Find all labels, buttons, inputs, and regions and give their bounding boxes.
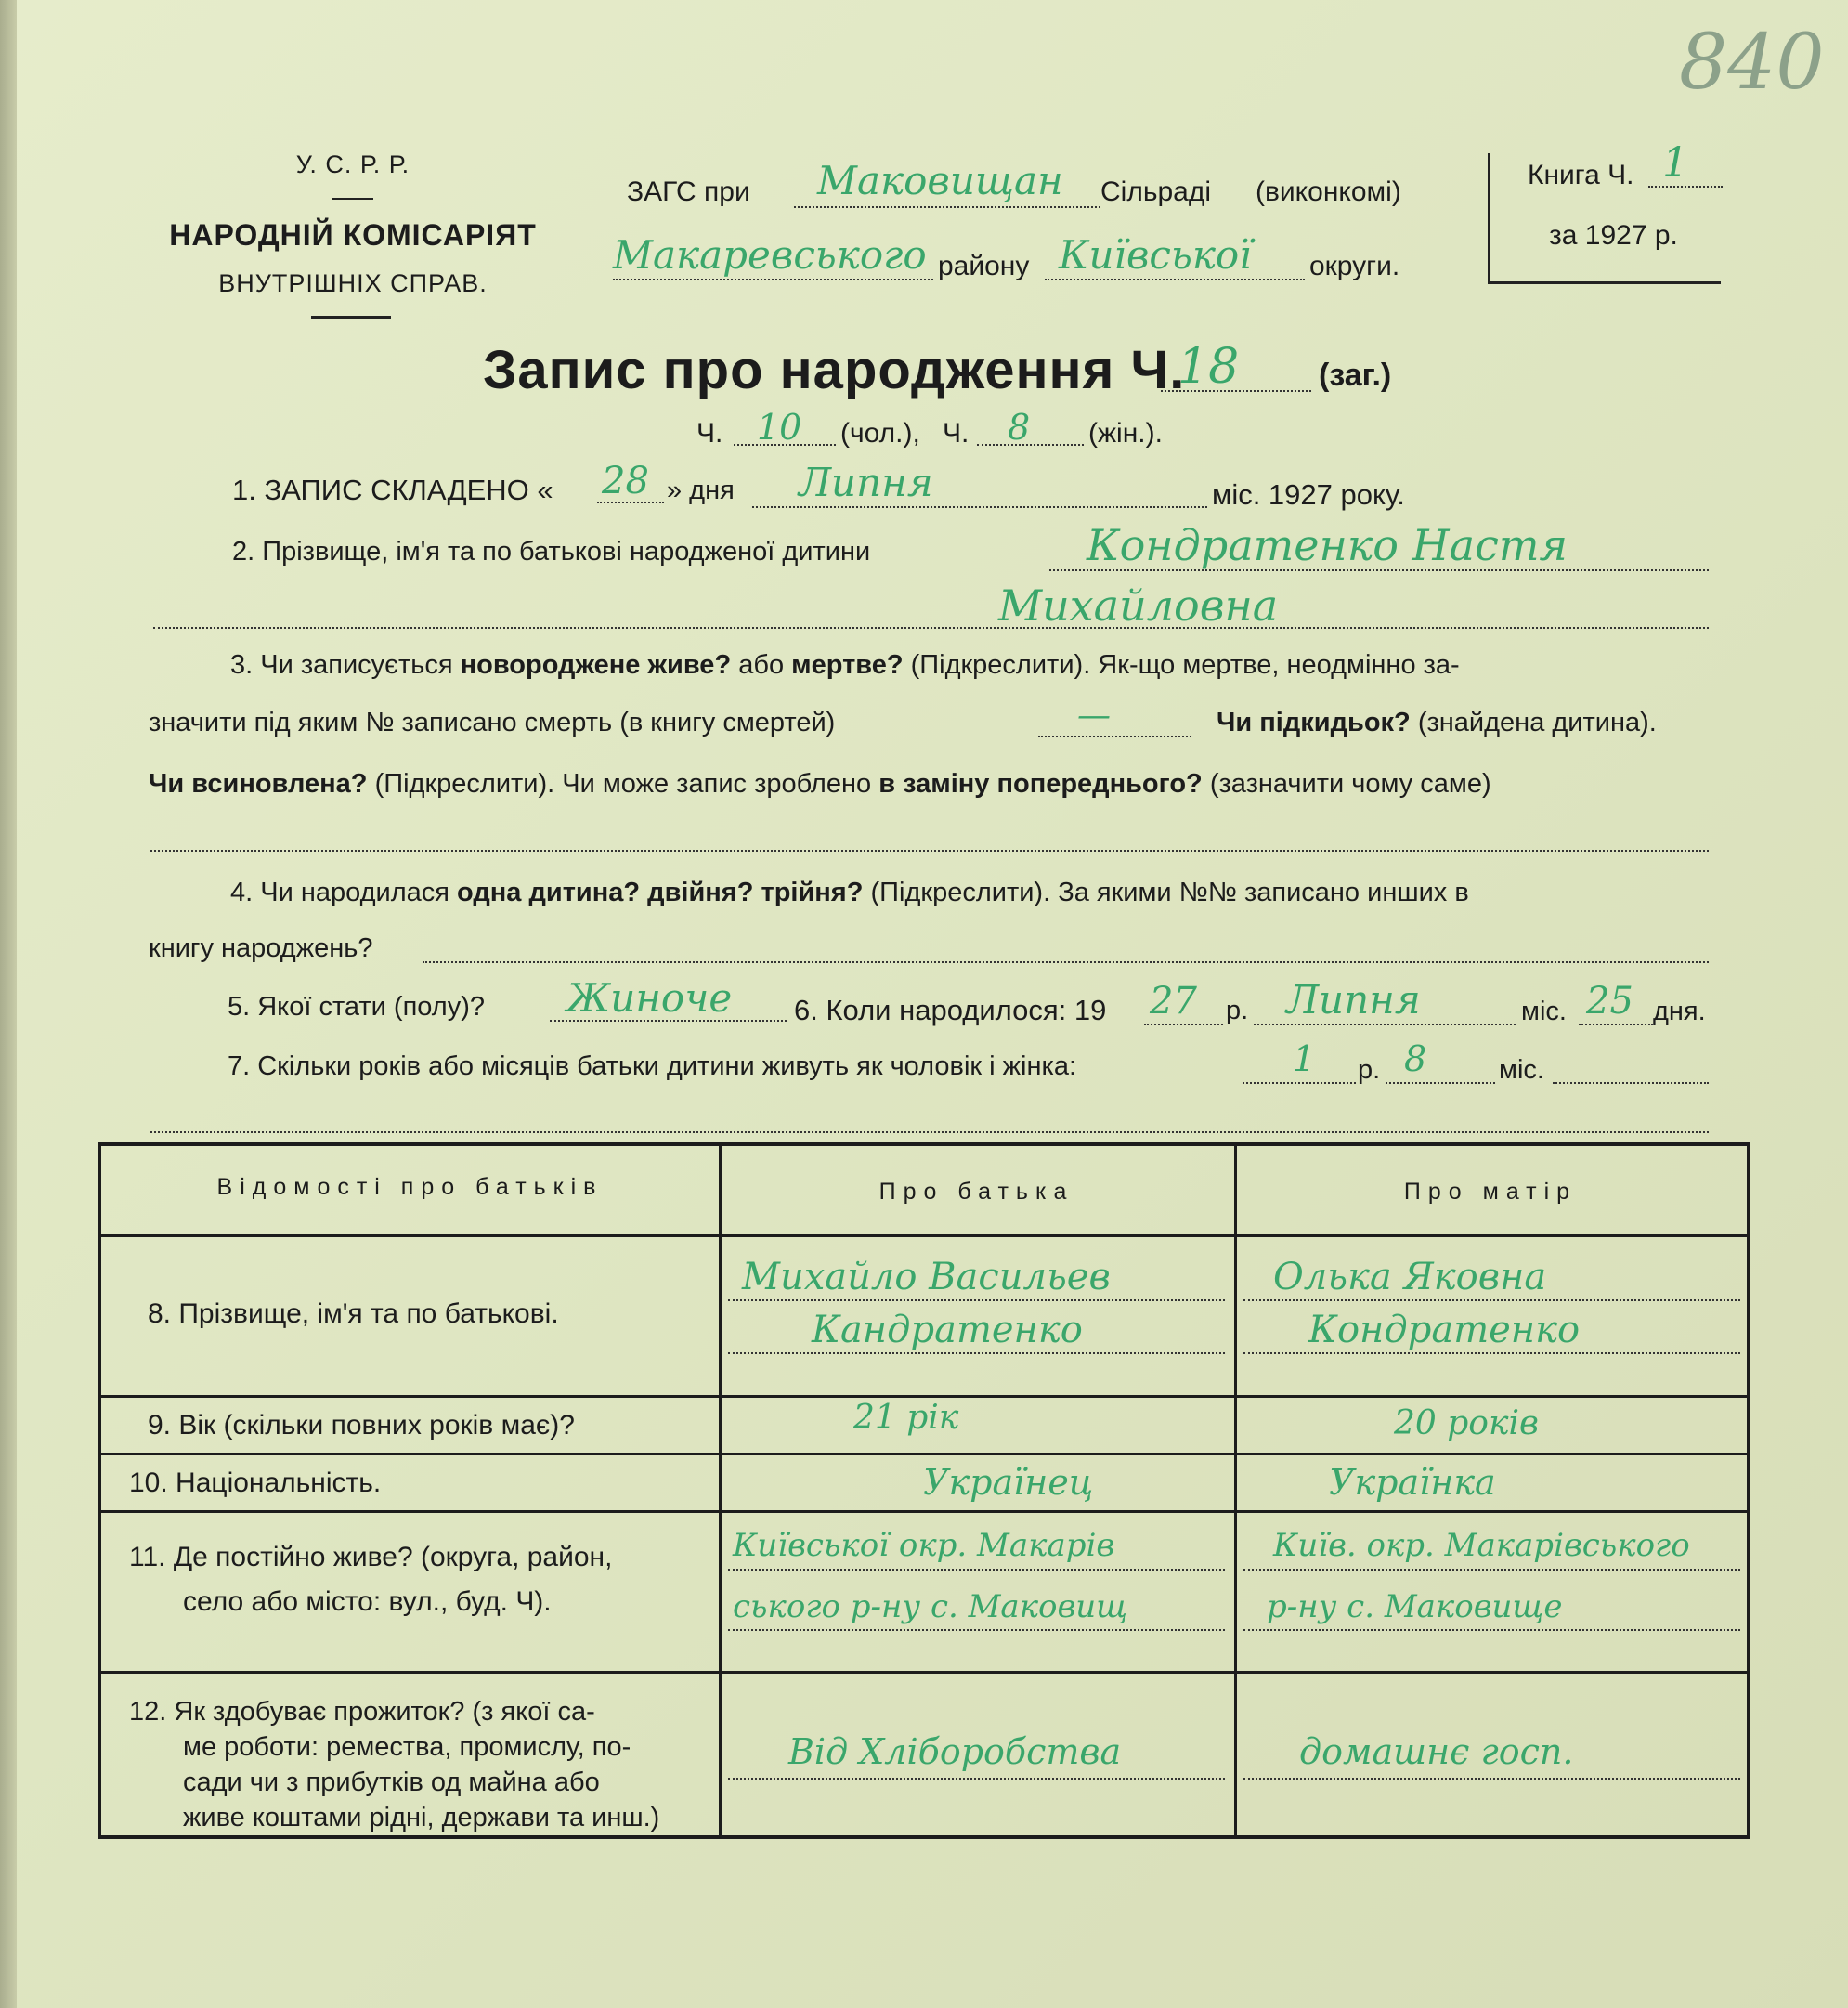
cell-line xyxy=(728,1352,1225,1354)
record-title: Запис про народження Ч. xyxy=(483,340,1186,400)
child-patronymic: Михайловна xyxy=(998,580,1279,631)
table-rule xyxy=(101,1234,1747,1237)
q3-death-line xyxy=(1038,736,1191,737)
cell-line xyxy=(1243,1299,1740,1301)
mother-nationality: Українка xyxy=(1329,1462,1496,1503)
mother-age: 20 років xyxy=(1394,1404,1539,1442)
mother-income: домашнє госп. xyxy=(1299,1731,1574,1772)
table-header-father: Про батька xyxy=(878,1179,1074,1205)
cell-line xyxy=(728,1778,1225,1780)
q1-month: Липня xyxy=(799,460,933,505)
row-label-residence-1: 11. Де постійно живе? (округа, район, xyxy=(129,1542,613,1572)
book-number: 1 xyxy=(1662,139,1688,187)
father-age: 21 рік xyxy=(853,1399,959,1437)
chol-label: (чол.), xyxy=(840,418,920,449)
q7-label: 7. Скільки років або місяців батьки дитини живуть як чоловік і жінка: xyxy=(228,1051,1077,1081)
table-rule xyxy=(101,1510,1747,1513)
female-count: 8 xyxy=(1008,407,1031,448)
q6-mis: міс. xyxy=(1521,997,1567,1026)
sex-value: Жиноче xyxy=(566,975,733,1021)
row-label-income-4: живе коштами рідні, держави та инш.) xyxy=(183,1803,660,1832)
female-count-line xyxy=(977,444,1084,446)
rayon-label: району xyxy=(938,251,1030,281)
archive-number: 840 xyxy=(1679,19,1825,107)
divider xyxy=(332,198,373,200)
ussr-header: У. С. Р. Р. xyxy=(295,150,410,178)
birth-month: Липня xyxy=(1286,977,1421,1023)
birth-day: 25 xyxy=(1586,980,1633,1023)
row-label-income-2: ме роботи: ремества, промислу, по- xyxy=(183,1732,631,1762)
q7-tail-line xyxy=(1553,1082,1709,1084)
divider xyxy=(311,316,391,319)
okruhy-label: округи. xyxy=(1309,251,1400,281)
q4-line xyxy=(423,961,1709,963)
q6-day-line xyxy=(1579,1024,1653,1025)
male-count-label: Ч. xyxy=(696,418,723,449)
table-rule xyxy=(101,1453,1747,1455)
father-residence-1: Київської окр. Макарів xyxy=(733,1527,1115,1564)
row-label-age: 9. Вік (скільки повних років має)? xyxy=(148,1410,575,1441)
cell-line xyxy=(728,1569,1225,1571)
okruha-line xyxy=(1045,279,1305,280)
q7-mis: міс. xyxy=(1499,1055,1544,1085)
child-name: Кондратенко Настя xyxy=(1087,520,1568,570)
q2-label: 2. Прізвище, ім'я та по батькові народженої дитини xyxy=(232,537,871,567)
village-line xyxy=(794,206,1100,208)
mother-residence-1: Київ. окр. Макарівського xyxy=(1273,1527,1690,1564)
book-binding-edge xyxy=(0,0,17,2008)
table-rule xyxy=(101,1395,1747,1398)
commissariat-title: НАРОДНІЙ КОМІСАРІЯТ xyxy=(169,218,537,252)
district-value: Макаревського xyxy=(613,232,927,278)
row-label-income-3: сади чи з прибутків од майна або xyxy=(183,1767,600,1797)
parents-table xyxy=(98,1142,1750,1839)
q2-patronymic-line xyxy=(153,627,1709,629)
table-divider xyxy=(719,1146,722,1835)
table-header-mother: Про матір xyxy=(1403,1179,1578,1205)
q1-month-line xyxy=(752,506,1207,508)
female-count-label: Ч. xyxy=(943,418,970,449)
q6-r: р. xyxy=(1226,996,1249,1025)
q3-line1: 3. Чи записується новороджене живе? або мертве? (Підкреслити). Як-що мертве, неодмінно за- xyxy=(230,650,1460,680)
cell-line xyxy=(728,1629,1225,1631)
okruha-value: Київської xyxy=(1059,232,1252,278)
q7-years: 1 xyxy=(1293,1038,1316,1079)
q3-reason-line xyxy=(150,850,1709,852)
table-rule xyxy=(101,1671,1747,1674)
q3-line2: значити під яким № записано смерть (в книгу смертей) xyxy=(149,708,836,737)
q1-year: міс. 1927 року. xyxy=(1212,478,1405,511)
row-label-nationality: 10. Національність. xyxy=(129,1467,382,1498)
q1-day: 28 xyxy=(602,460,649,502)
male-count: 10 xyxy=(757,407,802,448)
record-number: 18 xyxy=(1178,339,1240,395)
selrada-label: Сільраді xyxy=(1100,176,1212,207)
birth-year: 27 xyxy=(1150,980,1197,1023)
village-value: Маковищан xyxy=(817,158,1063,203)
q4-line1: 4. Чи народилася одна дитина? двійня? трійня? (Підкреслити). За якими №№ записано инших в xyxy=(230,878,1469,907)
vykonkom-label: (виконкомі) xyxy=(1256,176,1401,207)
table-divider xyxy=(1234,1146,1237,1835)
table-header-parents: Відомості про батьків xyxy=(216,1174,604,1200)
q6-month-line xyxy=(1254,1024,1516,1025)
q1-label: 1. ЗАПИС СКЛАДЕНО « xyxy=(232,474,553,506)
q7-months-line xyxy=(1386,1082,1495,1084)
q6-year-line xyxy=(1144,1024,1223,1025)
q4-line2: книгу народжень? xyxy=(149,933,373,963)
q3-line3: Чи всиновлена? (Підкреслити). Чи може запис зроблено в заміну попереднього? (зазначити чому саме) xyxy=(149,769,1491,799)
father-income: Від Хліборобства xyxy=(788,1731,1122,1772)
q1-dnya: » дня xyxy=(667,476,735,505)
zags-prefix: ЗАГС при xyxy=(627,176,750,207)
cell-line xyxy=(1243,1569,1740,1571)
father-name-line2: Кандратенко xyxy=(812,1309,1083,1351)
q7-months: 8 xyxy=(1404,1038,1427,1079)
cell-line xyxy=(1243,1778,1740,1780)
father-nationality: Українец xyxy=(923,1462,1094,1503)
district-line xyxy=(613,279,933,280)
q6-dnya: дня. xyxy=(1653,997,1706,1026)
book-label: Книга Ч. xyxy=(1528,160,1634,190)
q7-r: р. xyxy=(1358,1055,1381,1085)
mother-name-line1: Олька Яковна xyxy=(1273,1256,1547,1298)
q3-line2-end: Чи підкидьок? (знайдена дитина). xyxy=(1217,708,1657,737)
q6-label: 6. Коли народилося: 19 xyxy=(794,994,1107,1026)
mother-residence-2: р-ну с. Маковище xyxy=(1267,1588,1563,1625)
zhin-label: (жін.). xyxy=(1088,418,1163,449)
q7-blank-line xyxy=(150,1131,1709,1133)
zag-label: (заг.) xyxy=(1319,358,1392,393)
cell-line xyxy=(1243,1352,1740,1354)
q5-label: 5. Якої стати (полу)? xyxy=(228,992,485,1022)
q7-years-line xyxy=(1243,1082,1356,1084)
mother-name-line2: Кондратенко xyxy=(1308,1309,1581,1351)
father-name-line1: Михайло Васильев xyxy=(742,1256,1111,1298)
book-year: за 1927 р. xyxy=(1549,220,1678,251)
cell-line xyxy=(1243,1629,1740,1631)
q3-death-value: — xyxy=(1077,697,1111,735)
father-residence-2: ського р-ну с. Маковищ xyxy=(733,1588,1128,1625)
row-label-name: 8. Прізвище, ім'я та по батькові. xyxy=(148,1298,559,1329)
internal-affairs: ВНУТРІШНІХ СПРАВ. xyxy=(218,269,488,297)
row-label-income-1: 12. Як здобуває прожиток? (з якої са- xyxy=(129,1697,595,1727)
row-label-residence-2: село або місто: вул., буд. Ч). xyxy=(183,1586,552,1617)
cell-line xyxy=(728,1299,1225,1301)
